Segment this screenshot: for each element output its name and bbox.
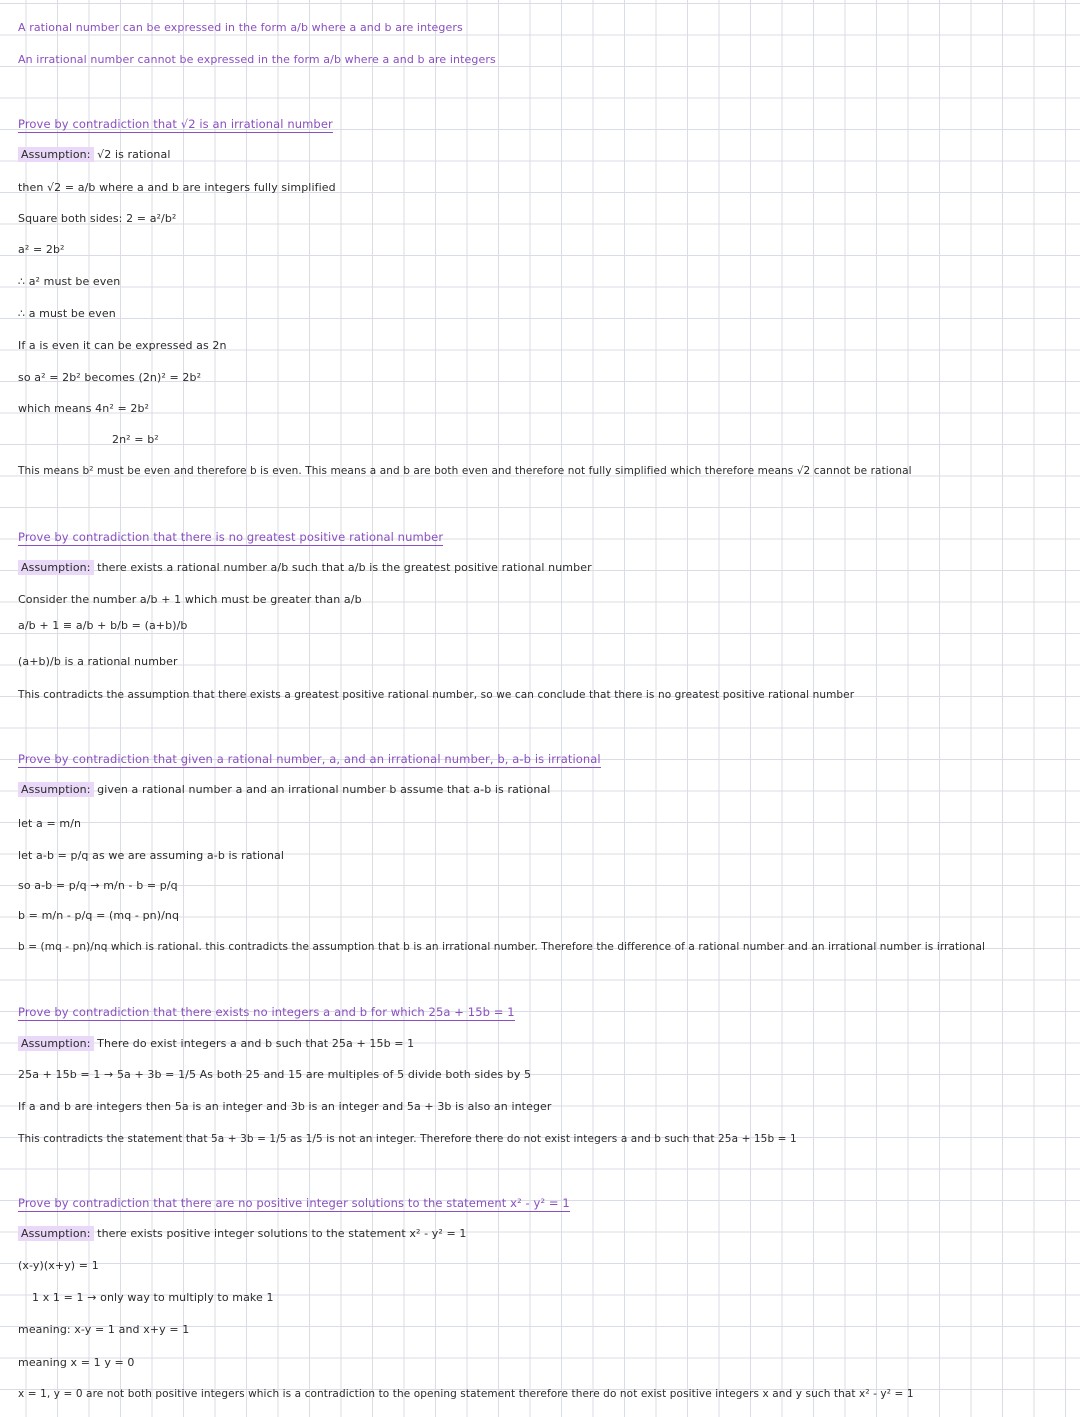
proof1-title (18, 117, 333, 131)
proof1-line-2: Square both sides: 2 = a²/b² (18, 212, 177, 225)
proof3-line-4: b = m/n - p/q = (mq - pn)/nq (18, 909, 180, 922)
proof2-title (18, 530, 443, 544)
proof5-line-4: meaning x = 1 y = 0 (18, 1356, 135, 1369)
proof4-line-2: If a and b are integers then 5a is an integer and 3b is an integer and 5a + 3b is also an integer (18, 1100, 552, 1113)
proof5-assumption-label: Assumption: (18, 1226, 94, 1241)
proof4-title-text: Prove by contradiction that there exists no integers a and b for which 25a + 15b = 1 (18, 1005, 515, 1019)
proof3-line-3: so a-b = p/q → m/n - b = p/q (18, 879, 178, 892)
proof3-line-1: let a = m/n (18, 817, 82, 830)
proof1-line-3: a² = 2b² (18, 243, 65, 256)
proof1-assumption (18, 148, 170, 161)
proof5-line-3: meaning: x-y = 1 and x+y = 1 (18, 1323, 190, 1336)
proof3-assumption-text: given a rational number a and an irrational number b assume that a-b is rational (97, 783, 551, 796)
definition-irrational: An irrational number cannot be expressed in the form a/b where a and b are integers (18, 53, 496, 66)
proof3-conclusion: b = (mq - pn)/nq which is rational. this contradicts the assumption that b is an irrational number. Therefore the difference of a rational number and an irrational number is irrational (18, 941, 986, 953)
proof5-title-text: Prove by contradiction that there are no positive integer solutions to the statement x² - y² = 1 (18, 1196, 570, 1210)
proof2-line-2: a/b + 1 ≡ a/b + b/b = (a+b)/b (18, 619, 188, 632)
proof3-assumption (18, 783, 550, 796)
proof2-assumption-text: there exists a rational number a/b such that a/b is the greatest positive rational number (97, 561, 592, 574)
proof2-title-text: Prove by contradiction that there is no greatest positive rational number (18, 530, 444, 544)
proof1-line-4: ∴ a² must be even (18, 275, 121, 288)
proof5-assumption-text: there exists positive integer solutions to the statement x² - y² = 1 (97, 1227, 467, 1240)
proof5-title (18, 1196, 570, 1210)
proof4-conclusion: This contradicts the statement that 5a + 3b = 1/5 as 1/5 is not an integer. Therefore there do not exist integers a and b such that 25a + 15b = 1 (18, 1133, 797, 1145)
proof1-line-9: 2n² = b² (112, 433, 159, 446)
proof2-line-1: Consider the number a/b + 1 which must be greater than a/b (18, 593, 362, 606)
proof1-line-8: which means 4n² = 2b² (18, 402, 150, 415)
proof1-line-6: If a is even it can be expressed as 2n (18, 339, 227, 352)
proof4-title (18, 1005, 515, 1019)
proof1-line-5: ∴ a must be even (18, 307, 116, 320)
proof5-assumption (18, 1227, 467, 1240)
proof1-assumption-label: Assumption: (18, 147, 94, 162)
proof4-assumption-label: Assumption: (18, 1036, 94, 1051)
proof3-title-text: Prove by contradiction that given a rational number, a, and an irrational number, b, a-b is irrational (18, 752, 601, 766)
proof1-conclusion: This means b² must be even and therefore b is even. This means a and b are both even and therefore not fully simplified which therefore means √2 cannot be rational (18, 465, 912, 477)
proof5-conclusion: x = 1, y = 0 are not both positive integers which is a contradiction to the opening statement therefore there do not exist positive integers x and y such that x² - y² = 1 (18, 1388, 914, 1400)
proof2-assumption (18, 561, 592, 574)
proof5-line-2: 1 x 1 = 1 → only way to multiply to make 1 (32, 1291, 274, 1304)
proof3-line-2: let a-b = p/q as we are assuming a-b is rational (18, 849, 285, 862)
proof5-line-1: (x-y)(x+y) = 1 (18, 1259, 99, 1272)
proof3-assumption-label: Assumption: (18, 782, 94, 797)
proof3-title (18, 752, 601, 766)
proof4-assumption (18, 1037, 414, 1050)
proof2-conclusion: This contradicts the assumption that there exists a greatest positive rational number, so we can conclude that there is no greatest positive rational number (18, 689, 855, 701)
proof1-line-7: so a² = 2b² becomes (2n)² = 2b² (18, 371, 202, 384)
definition-rational: A rational number can be expressed in the form a/b where a and b are integers (18, 21, 463, 34)
proof4-assumption-text: There do exist integers a and b such that 25a + 15b = 1 (97, 1037, 415, 1050)
proof1-assumption-text: √2 is rational (97, 148, 171, 161)
proof1-title-text: Prove by contradiction that √2 is an irrational number (18, 117, 333, 131)
proof1-line-1: then √2 = a/b where a and b are integers fully simplified (18, 181, 336, 194)
proof2-line-3: (a+b)/b is a rational number (18, 655, 178, 668)
proof4-line-1: 25a + 15b = 1 → 5a + 3b = 1/5 As both 25 and 15 are multiples of 5 divide both sides by 5 (18, 1068, 532, 1081)
proof2-assumption-label: Assumption: (18, 560, 94, 575)
